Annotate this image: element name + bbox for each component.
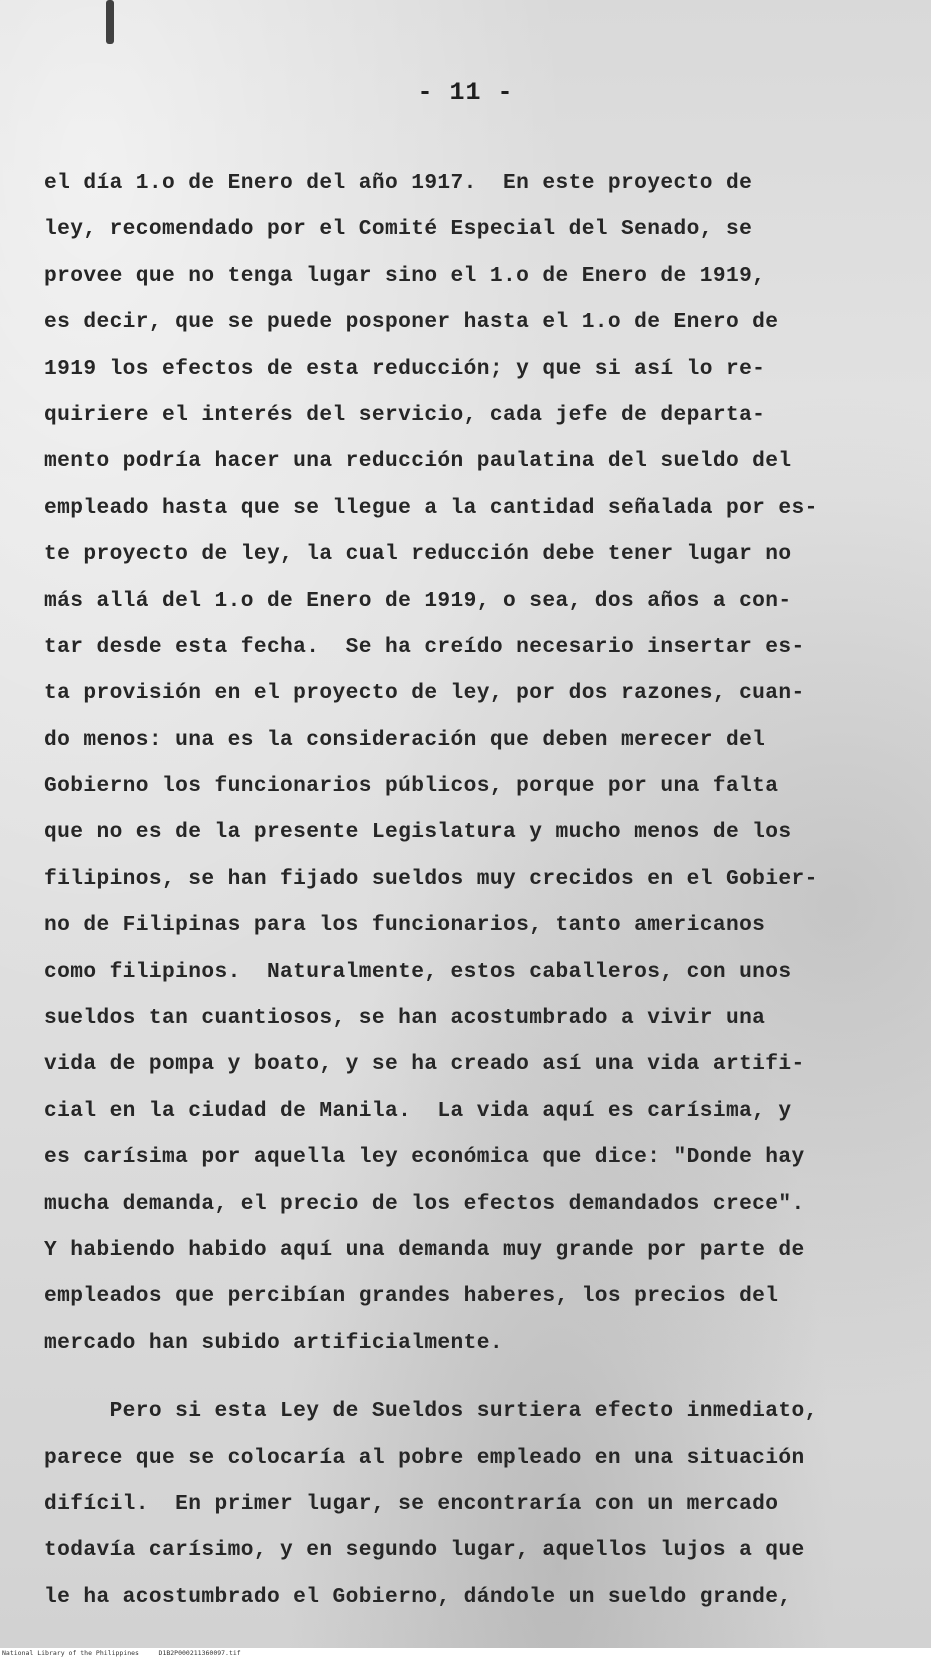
text-line: ta provisión en el proyecto de ley, por dos razones, cuan- — [44, 681, 805, 706]
text-line: que no es de la presente Legislatura y mucho menos de los — [44, 820, 792, 845]
text-line: mento podría hacer una reducción paulatina del sueldo del — [44, 449, 792, 474]
text-line: más allá del 1.o de Enero de 1919, o sea, dos años a con- — [44, 588, 792, 613]
text-line: es carísima por aquella ley económica que dice: "Donde hay — [44, 1145, 805, 1170]
body-text — [44, 160, 914, 1620]
text-line: todavía carísimo, y en segundo lugar, aquellos lujos a que — [44, 1538, 805, 1563]
text-line: cial en la ciudad de Manila. La vida aquí es carísima, y — [44, 1098, 792, 1123]
text-line: Pero si esta Ley de Sueldos surtiera efecto inmediato, — [44, 1399, 818, 1424]
text-line: no de Filipinas para los funcionarios, tanto americanos — [44, 913, 766, 938]
footer-caption: National Library of the Philippines D1B2P000211360097.tif — [2, 1649, 241, 1657]
text-line: do menos: una es la consideración que deben merecer del — [44, 727, 766, 752]
text-line: tar desde esta fecha. Se ha creído necesario insertar es- — [44, 634, 805, 659]
text-line: quiriere el interés del servicio, cada jefe de departa- — [44, 402, 766, 427]
text-line: Gobierno los funcionarios públicos, porque por una falta — [44, 774, 779, 799]
text-line: te proyecto de ley, la cual reducción debe tener lugar no — [44, 542, 792, 567]
footer — [0, 1648, 931, 1658]
text-line: como filipinos. Naturalmente, estos caballeros, con unos — [44, 959, 792, 984]
text-line: es decir, que se puede posponer hasta el 1.o de Enero de — [44, 310, 779, 335]
text-line: le ha acostumbrado el Gobierno, dándole un sueldo grande, — [44, 1584, 792, 1609]
text-line: el día 1.o de Enero del año 1917. En este proyecto de — [44, 171, 753, 195]
text-line: Y habiendo habido aquí una demanda muy grande por parte de — [44, 1237, 805, 1262]
text-line: mucha demanda, el precio de los efectos demandados crece". — [44, 1191, 805, 1216]
paragraph-2 — [44, 1388, 914, 1620]
text-line: filipinos, se han fijado sueldos muy crecidos en el Gobier- — [44, 866, 818, 891]
text-line: mercado han subido artificialmente. — [44, 1330, 504, 1355]
text-line: difícil. En primer lugar, se encontraría con un mercado — [44, 1491, 779, 1516]
text-line: vida de pompa y boato, y se ha creado así una vida artifi- — [44, 1052, 805, 1077]
text-line: provee que no tenga lugar sino el 1.o de Enero de 1919, — [44, 263, 766, 288]
text-line: 1919 los efectos de esta reducción; y que si así lo re- — [44, 356, 766, 381]
text-line: empleado hasta que se llegue a la cantidad señalada por es- — [44, 495, 818, 520]
paragraph-1 — [44, 160, 914, 1366]
text-line: ley, recomendado por el Comité Especial del Senado, se — [44, 217, 753, 242]
ink-mark — [106, 0, 114, 44]
text-line: sueldos tan cuantiosos, se han acostumbrado a vivir una — [44, 1006, 766, 1031]
paragraph-gap — [44, 1366, 914, 1388]
text-line: empleados que percibían grandes haberes, los precios del — [44, 1284, 779, 1309]
text-line: parece que se colocaría al pobre empleado en una situación — [44, 1445, 805, 1470]
page-number: - 11 - — [417, 78, 514, 107]
